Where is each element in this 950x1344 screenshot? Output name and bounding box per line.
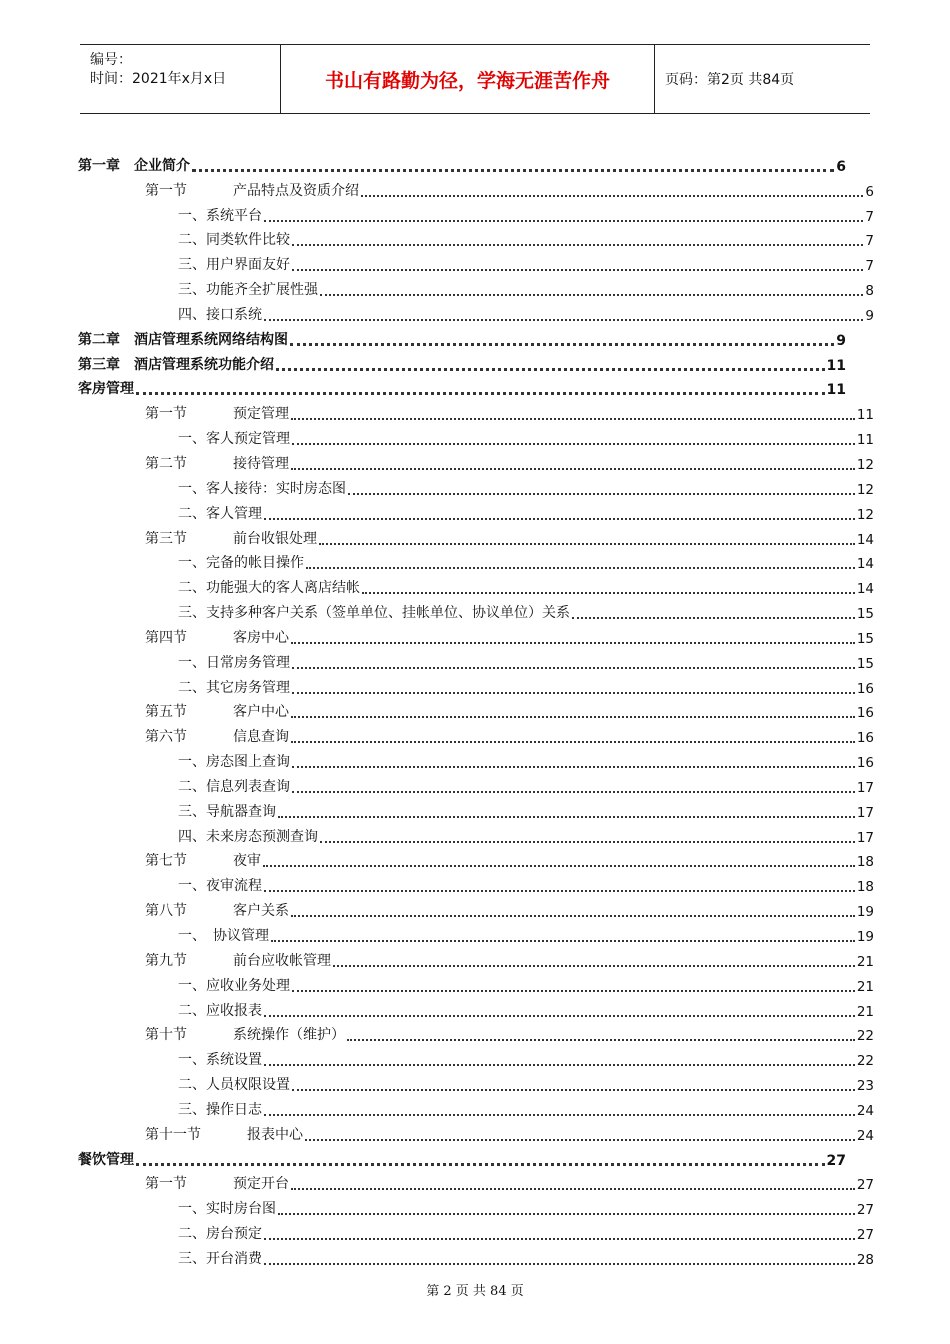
toc-leader-dots [264, 319, 863, 321]
toc-entry[interactable] [78, 523, 874, 548]
toc-leader-dots [291, 741, 855, 743]
toc-leader-dots [333, 965, 855, 967]
toc-entry-label: 四、接口系统 [178, 306, 262, 323]
toc-leader-dots [271, 940, 855, 942]
toc-leader-dots [292, 990, 855, 992]
toc-entry[interactable] [78, 448, 874, 473]
toc-entry-label: 三、功能齐全扩展性强 [178, 282, 318, 299]
toc-page-number: 6 [865, 183, 874, 200]
toc-entry[interactable] [78, 398, 874, 423]
toc-leader-dots [264, 1015, 855, 1017]
toc-page-number: 15 [856, 630, 874, 647]
toc-entry[interactable] [78, 945, 874, 970]
toc-entry-label [145, 900, 289, 920]
toc-entry[interactable] [78, 1218, 874, 1243]
toc-leader-dots [292, 692, 855, 694]
toc-entry[interactable] [78, 473, 874, 498]
toc-leader-dots [361, 195, 863, 197]
toc-section-number: 第九节 [145, 952, 187, 969]
toc-entry[interactable] [78, 995, 874, 1020]
toc-leader-dots [292, 443, 855, 445]
toc-page-number: 16 [856, 755, 874, 772]
toc-entry-label: 一、实时房台图 [178, 1201, 276, 1218]
toc-section-number: 第十一节 [145, 1126, 201, 1143]
toc-section-title: 客户中心 [233, 704, 289, 721]
toc-entry-label: 二、应收报表 [178, 1002, 262, 1019]
toc-entry[interactable] [78, 1193, 874, 1218]
header-page-info: 页码：第2页 共84页 [665, 72, 795, 88]
toc-leader-dots [278, 816, 855, 818]
toc-entry-label: 四、未来房态预测查询 [178, 828, 318, 845]
toc-entry-label: 二、其它房务管理 [178, 679, 290, 696]
toc-page-number: 24 [856, 1127, 874, 1144]
toc-leader-dots [291, 418, 855, 420]
toc-entry-label [145, 627, 289, 647]
toc-entry[interactable] [78, 746, 874, 771]
toc-section-title: 客房中心 [233, 629, 289, 646]
toc-entry-label: 客房管理 [78, 381, 134, 398]
toc-entry-label: 一、 协议管理 [178, 928, 269, 944]
toc-page-number: 24 [856, 1102, 874, 1119]
toc-entry-label [145, 180, 359, 200]
toc-entry[interactable] [78, 548, 874, 573]
toc-page-number: 27 [826, 1152, 846, 1169]
toc-page-number: 22 [856, 1028, 874, 1045]
toc-entry-label [145, 1124, 303, 1144]
toc-entry[interactable] [78, 647, 874, 672]
toc-leader-dots [292, 791, 855, 793]
toc-section-title: 客户关系 [233, 903, 289, 920]
toc-page-number: 9 [865, 307, 874, 324]
toc-entry-label [145, 950, 331, 970]
toc-section-title: 前台收银处理 [233, 530, 317, 547]
toc-section-title: 接待管理 [233, 455, 289, 472]
toc-page-number: 8 [865, 283, 874, 300]
toc-entry[interactable] [78, 821, 874, 846]
toc-entry[interactable] [78, 1119, 874, 1144]
toc-page-number: 22 [856, 1053, 874, 1070]
toc-section-number: 第二节 [145, 455, 187, 472]
toc-section-title: 夜审 [233, 853, 261, 870]
toc-entry[interactable] [78, 349, 874, 374]
toc-entry[interactable] [78, 672, 874, 697]
toc-section-number: 第三节 [145, 530, 187, 547]
toc-page-number: 6 [836, 158, 846, 175]
toc-entry-label: 二、人员权限设置 [178, 1077, 290, 1094]
toc-page-number: 11 [856, 432, 874, 449]
header-meta [80, 45, 280, 113]
toc-section-title: 产品特点及资质介绍 [233, 182, 359, 199]
toc-entry[interactable] [78, 374, 874, 399]
toc-entry[interactable] [78, 597, 874, 622]
toc-page-number: 12 [856, 481, 874, 498]
toc-entry[interactable] [78, 1144, 874, 1169]
toc-entry[interactable] [78, 1243, 874, 1268]
toc-page-number: 23 [856, 1078, 874, 1095]
toc-entry[interactable] [78, 150, 874, 175]
toc-entry-label: 一、客人接待：实时房态图 [178, 480, 346, 497]
table-of-contents [78, 150, 874, 1268]
toc-entry[interactable] [78, 572, 874, 597]
toc-leader-dots [292, 1089, 855, 1091]
toc-entry[interactable] [78, 299, 874, 324]
toc-page-number: 16 [856, 680, 874, 697]
toc-leader-dots [292, 667, 855, 669]
toc-page-number: 7 [865, 208, 874, 225]
toc-entry[interactable] [78, 498, 874, 523]
toc-page-number: 21 [856, 1003, 874, 1020]
toc-entry-label [145, 528, 317, 548]
toc-page-number: 27 [856, 1202, 874, 1219]
toc-leader-dots [264, 1263, 855, 1265]
toc-entry[interactable] [78, 249, 874, 274]
toc-leader-dots [348, 493, 855, 495]
toc-page-number: 27 [856, 1227, 874, 1244]
toc-entry[interactable] [78, 920, 874, 945]
toc-page-number: 14 [856, 581, 874, 598]
toc-entry-label: 二、房台预定 [178, 1226, 262, 1243]
toc-leader-dots [292, 269, 863, 271]
toc-entry[interactable] [78, 1044, 874, 1069]
toc-leader-dots [291, 915, 855, 917]
toc-leader-dots [306, 567, 855, 569]
toc-entry-label [145, 1024, 345, 1044]
toc-leader-dots [192, 169, 834, 172]
toc-entry-label: 三、用户界面友好 [178, 257, 290, 274]
toc-entry[interactable] [78, 970, 874, 995]
toc-leader-dots [264, 1238, 855, 1240]
toc-entry-label [145, 403, 289, 423]
toc-entry[interactable] [78, 895, 874, 920]
toc-entry[interactable] [78, 324, 874, 349]
toc-entry[interactable] [78, 274, 874, 299]
toc-section-number: 第六节 [145, 729, 187, 746]
toc-page-number: 14 [856, 556, 874, 573]
toc-section-number: 第七节 [145, 853, 187, 870]
toc-leader-dots [292, 766, 855, 768]
toc-section-number: 第十节 [145, 1027, 187, 1044]
toc-entry[interactable] [78, 1094, 874, 1119]
toc-leader-dots [320, 294, 863, 296]
toc-entry-label: 第一章 企业简介 [78, 157, 190, 174]
toc-entry[interactable] [78, 1020, 874, 1045]
toc-leader-dots [292, 244, 863, 246]
toc-leader-dots [291, 468, 855, 470]
toc-section-title: 预定管理 [233, 406, 289, 423]
toc-leader-dots [362, 592, 855, 594]
toc-section-number: 第八节 [145, 903, 187, 920]
toc-entry-label [145, 726, 289, 746]
toc-page-number: 11 [856, 407, 874, 424]
toc-leader-dots [319, 543, 855, 545]
toc-page-number: 16 [856, 730, 874, 747]
toc-leader-dots [276, 368, 825, 371]
toc-leader-dots [136, 392, 825, 395]
toc-entry[interactable] [78, 200, 874, 225]
toc-page-number: 12 [856, 456, 874, 473]
toc-leader-dots [347, 1039, 855, 1041]
toc-entry-label: 一、系统设置 [178, 1052, 262, 1069]
toc-entry-label: 第三章 酒店管理系统功能介绍 [78, 356, 274, 373]
toc-leader-dots [291, 716, 855, 718]
toc-section-number: 第一节 [145, 406, 187, 423]
toc-leader-dots [264, 890, 855, 892]
toc-page-number: 21 [856, 953, 874, 970]
toc-page-number: 17 [856, 779, 874, 796]
header-time-label: 时间：2021年x月x日 [90, 71, 227, 87]
toc-entry[interactable] [78, 846, 874, 871]
toc-page-number: 16 [856, 705, 874, 722]
toc-page-number: 7 [865, 233, 874, 250]
toc-leader-dots [291, 642, 855, 644]
toc-leader-dots [263, 865, 855, 867]
header-code-label: 编号： [90, 52, 132, 68]
toc-page-number: 28 [856, 1251, 874, 1268]
toc-entry-label: 一、夜审流程 [178, 878, 262, 895]
toc-leader-dots [291, 1188, 855, 1190]
toc-entry-label [145, 453, 289, 473]
toc-section-title: 系统操作（维护） [233, 1027, 345, 1044]
toc-page-number: 14 [856, 531, 874, 548]
toc-entry-label: 三、支持多种客户关系（签单单位、挂帐单位、协议单位）关系 [178, 605, 570, 622]
toc-leader-dots [264, 220, 863, 222]
toc-page-number: 15 [856, 655, 874, 672]
toc-section-title: 报表中心 [247, 1126, 303, 1143]
toc-leader-dots [572, 617, 855, 619]
toc-page-number: 19 [856, 929, 874, 945]
toc-entry-label: 三、操作日志 [178, 1101, 262, 1118]
toc-page-number: 18 [856, 879, 874, 896]
toc-page-number: 9 [836, 332, 846, 349]
toc-section-title: 信息查询 [233, 729, 289, 746]
toc-section-number: 第一节 [145, 182, 187, 199]
toc-page-number: 11 [826, 382, 846, 399]
toc-leader-dots [305, 1139, 855, 1141]
toc-entry-label: 三、导航器查询 [178, 803, 276, 820]
toc-leader-dots [264, 518, 855, 520]
toc-entry-label: 二、信息列表查询 [178, 778, 290, 795]
toc-leader-dots [264, 1114, 855, 1116]
toc-leader-dots [320, 841, 855, 843]
toc-section-title: 预定开台 [233, 1176, 289, 1193]
toc-entry[interactable] [78, 622, 874, 647]
toc-entry[interactable] [78, 1169, 874, 1194]
toc-page-number: 17 [856, 829, 874, 846]
toc-page-number: 21 [856, 978, 874, 995]
toc-leader-dots [278, 1213, 855, 1215]
toc-entry[interactable] [78, 1069, 874, 1094]
toc-entry[interactable] [78, 796, 874, 821]
header-motto: 书山有路勤为径，学海无涯苦作舟 [280, 45, 655, 113]
toc-entry-label: 二、同类软件比较 [178, 232, 290, 249]
toc-entry-label: 一、客人预定管理 [178, 431, 290, 448]
toc-section-number: 第一节 [145, 1176, 187, 1193]
toc-entry-label: 第二章 酒店管理系统网络结构图 [78, 331, 288, 348]
toc-entry-label [145, 701, 289, 721]
toc-entry-label: 三、开台消费 [178, 1250, 262, 1267]
page-header [80, 44, 870, 114]
toc-entry[interactable] [78, 721, 874, 746]
toc-leader-dots [136, 1163, 825, 1166]
toc-entry-label: 一、日常房务管理 [178, 654, 290, 671]
toc-page-number: 18 [856, 854, 874, 871]
toc-leader-dots [290, 343, 834, 346]
toc-entry[interactable] [78, 423, 874, 448]
toc-entry-label: 二、客人管理 [178, 505, 262, 522]
toc-entry[interactable] [78, 697, 874, 722]
toc-page-number: 17 [856, 804, 874, 821]
page-footer: 第 2 页 共 84 页 [426, 1284, 524, 1299]
toc-page-number: 12 [856, 506, 874, 523]
toc-entry[interactable] [78, 225, 874, 250]
toc-page-number: 11 [826, 357, 846, 374]
toc-section-title: 前台应收帐管理 [233, 952, 331, 969]
toc-leader-dots [264, 1064, 855, 1066]
toc-entry[interactable] [78, 175, 874, 200]
toc-entry-label: 一、系统平台 [178, 207, 262, 224]
toc-entry[interactable] [78, 870, 874, 895]
toc-entry[interactable] [78, 771, 874, 796]
toc-entry-label: 二、功能强大的客人离店结帐 [178, 580, 360, 597]
toc-entry-label [145, 850, 261, 870]
toc-entry-label: 一、房态图上查询 [178, 754, 290, 771]
toc-page-number: 7 [865, 258, 874, 275]
toc-entry-label: 一、应收业务处理 [178, 977, 290, 994]
toc-page-number: 19 [856, 904, 874, 921]
toc-entry-label: 餐饮管理 [78, 1151, 134, 1168]
toc-entry-label: 一、完备的帐目操作 [178, 555, 304, 572]
toc-page-number: 15 [856, 606, 874, 623]
toc-section-number: 第四节 [145, 629, 187, 646]
toc-entry-label [145, 1173, 289, 1193]
toc-page-number: 27 [856, 1177, 874, 1194]
toc-section-number: 第五节 [145, 704, 187, 721]
